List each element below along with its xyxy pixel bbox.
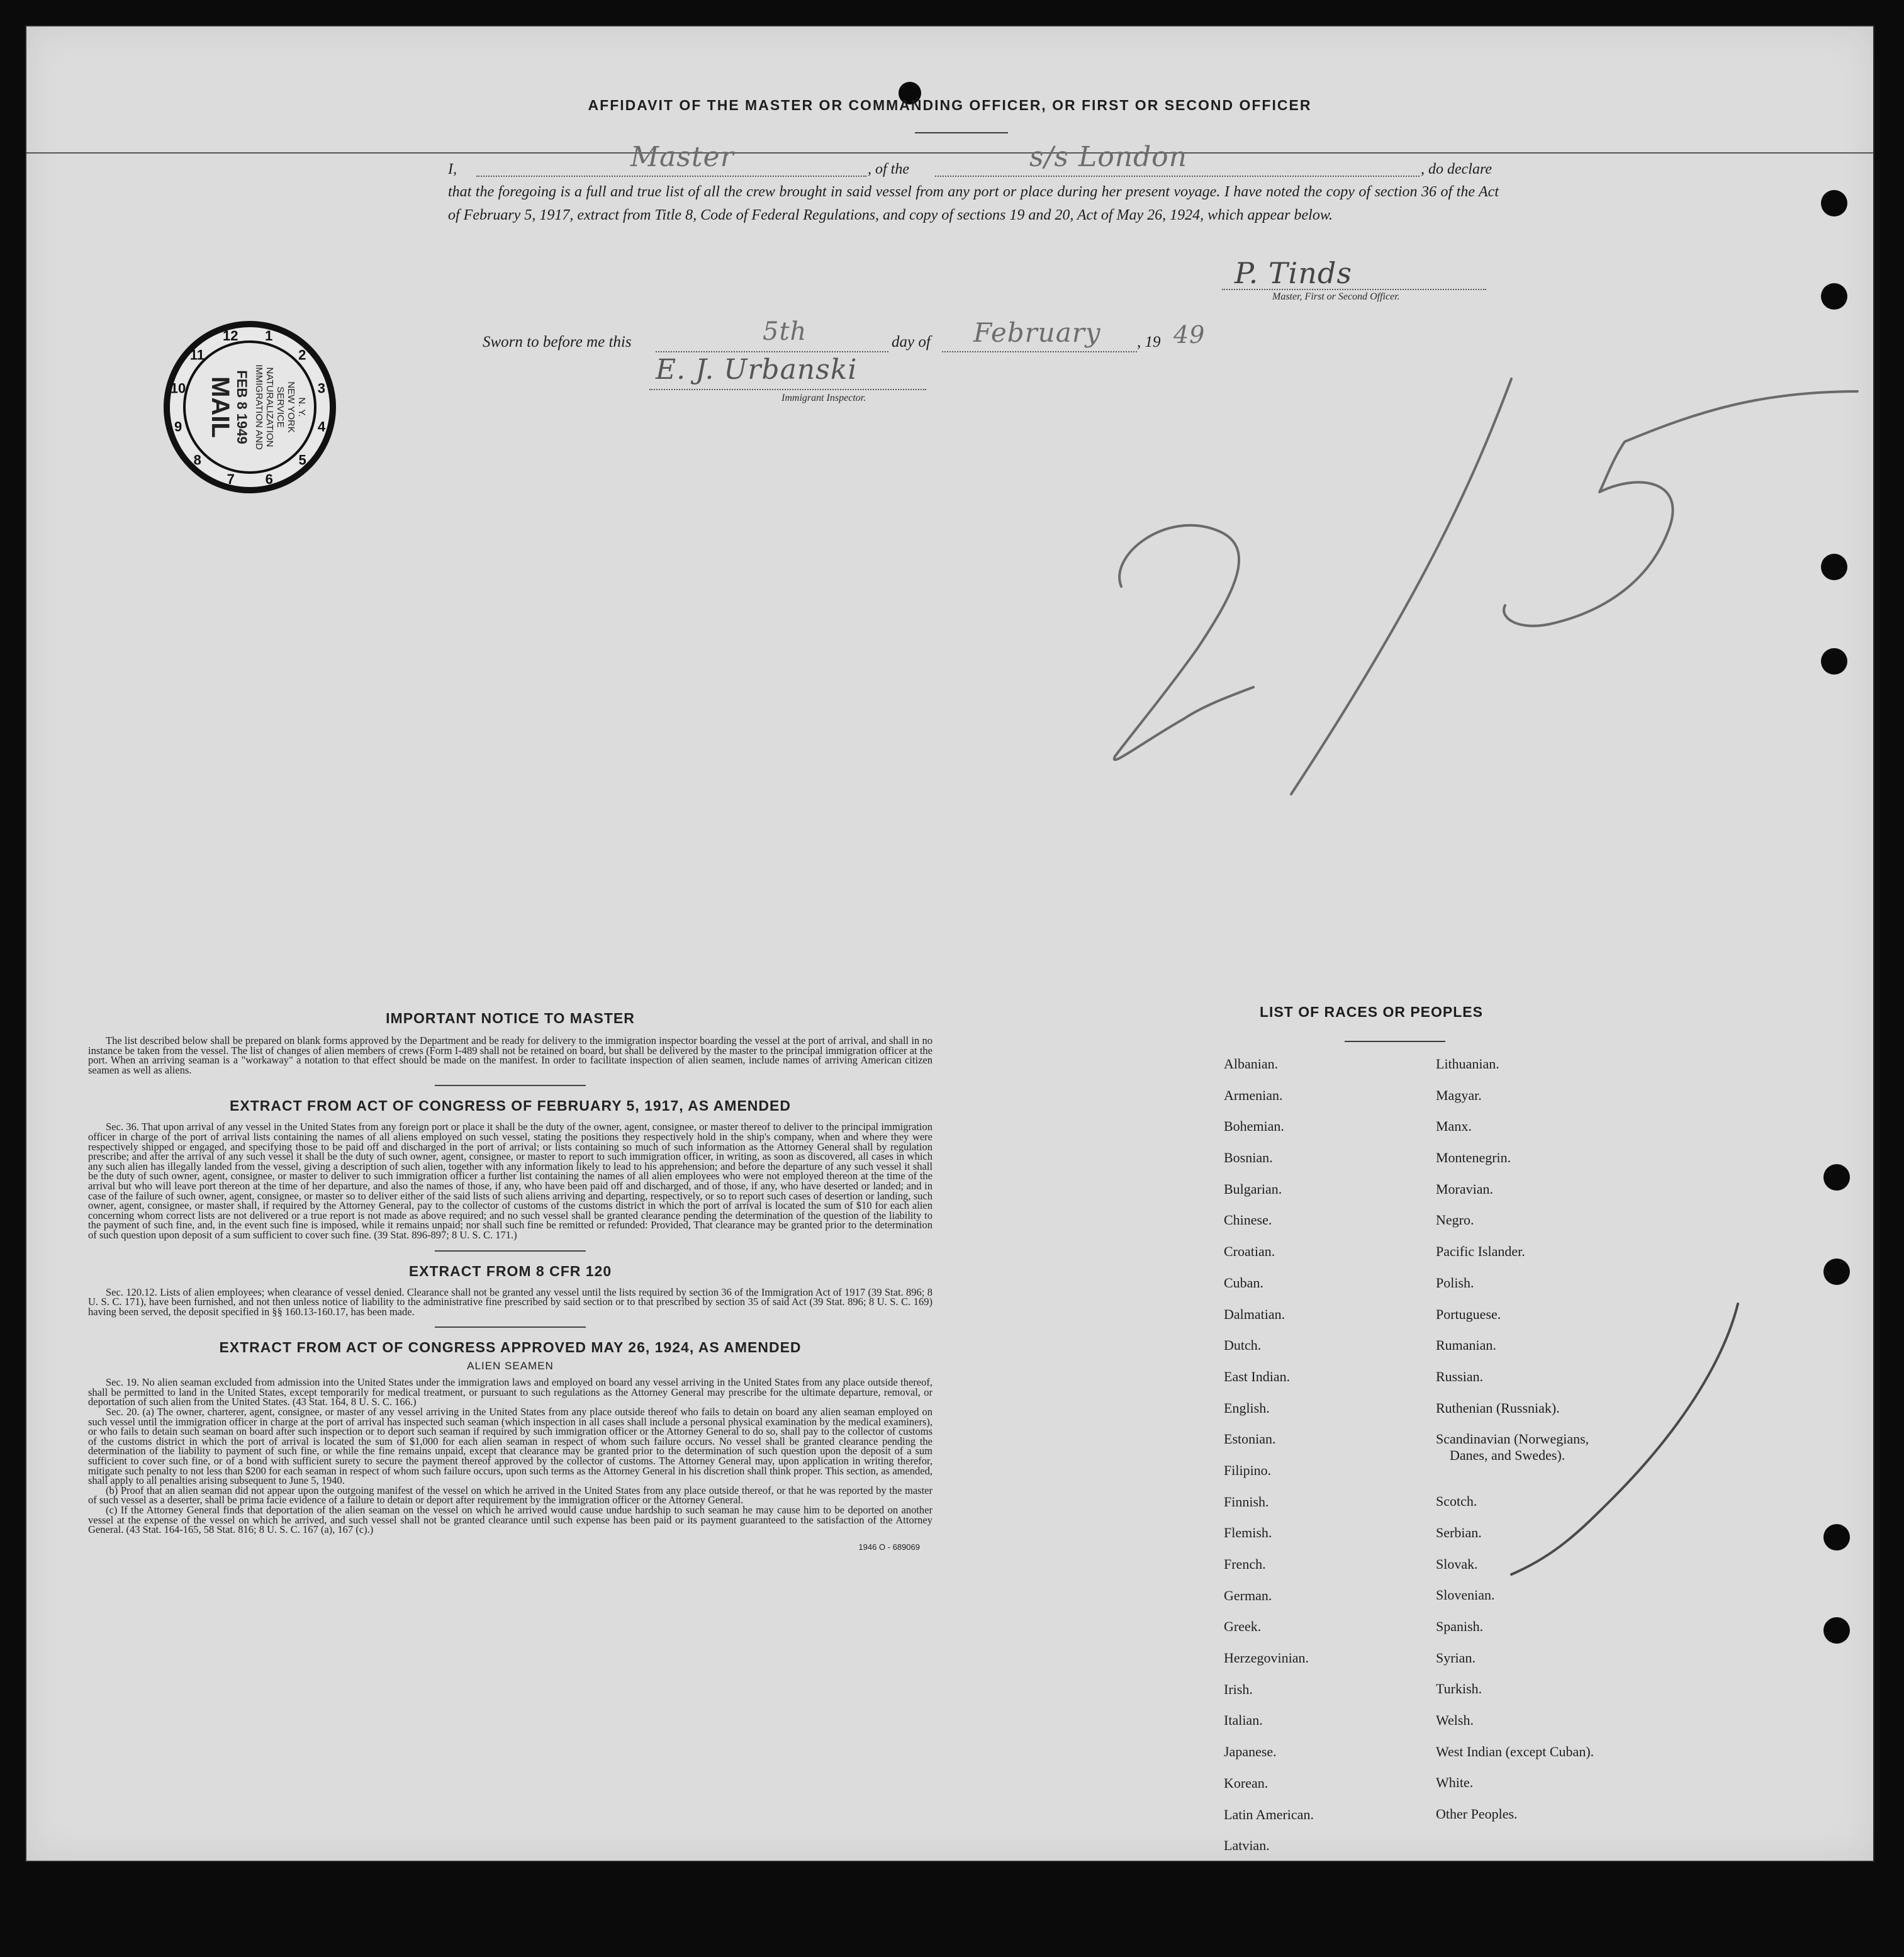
stamp-line: NEW YORK bbox=[286, 381, 296, 433]
race-item: Ruthenian (Russniak). bbox=[1436, 1399, 1560, 1416]
inspector-line bbox=[649, 389, 926, 390]
day-fill-line bbox=[656, 317, 888, 352]
race-item: Bulgarian. bbox=[1224, 1180, 1282, 1197]
stamp-ring-number: 7 bbox=[227, 471, 235, 487]
extract-1917-text: Sec. 36. That upon arrival of any vessel in the United States from any foreign port or place it shall be the duty of the owner, agent, consignee, or master thereof to deliver to the principal immigration officer in charge of the port of arrival lists containing the names of all aliens employed on such vessel, stating the positions they respectively hold in the ship's company, when and where they were respectively shipped or engaged, and specifying those to be paid off and discharged in the port of arrival; or lists containing so much of such information as the Attorney General shall by regulation prescribe; and after the arrival of any such vessel it shall be the duty of such owner, agent, consignee, or master to report to such immigration officer, in writing, as soon as discovered, all cases in which any such alien has illegally landed from the vessel, giving a description of such alien, together with any information likely to lead to his apprehension; and before the departure of any such vessel it shall be the duty of such owner, agent, consignee, or master to deliver to such immigration officer a further list containing the names of all alien employees who were not employed thereon at the time of the arrival but who will leave port thereon at the time of her departure, and also the names of those, if any, who have been paid off and discharged, and of those, if any, who have deserted or landed; and in case of the failure of such owner, agent, consignee, or master so to deliver either of the said lists of such aliens arriving and departing, respectively, or so to report such cases of desertion or landing, such owner, agent, consignee, or master shall, if required by the Attorney General, pay to the collector of customs of the customs district in which the port of arrival is located the sum of $10 for each alien concerning whom correct lists are not delivered or a true report is not made as above required; and no such vessel shall be granted clearance pending the determination of the question of the liability to the payment of such fine, and, in the event such fine is imposed, while it remains unpaid; nor shall such fine be remitted or refunded: Provided, That clearance may be granted prior to the determination of such question upon deposit of a sum sufficient to cover such fine. (39 Stat. 896-897; 8 U. S. C. 171.) bbox=[88, 1121, 932, 1241]
stamp-ring-number: 2 bbox=[298, 347, 306, 363]
race-item: Russian. bbox=[1436, 1368, 1484, 1384]
race-item: Dutch. bbox=[1224, 1337, 1262, 1354]
race-item: Greek. bbox=[1224, 1618, 1262, 1635]
immigration-mail-stamp bbox=[162, 319, 338, 495]
signature-line bbox=[1222, 289, 1486, 290]
race-item: Welsh. bbox=[1436, 1712, 1474, 1729]
race-item: Turkish. bbox=[1436, 1681, 1482, 1697]
stamp-ring-number: 4 bbox=[317, 418, 326, 435]
stamp-line: N. Y. bbox=[296, 397, 307, 417]
day-handwritten: 5th bbox=[763, 317, 807, 346]
day-of-label: day of bbox=[892, 334, 931, 350]
race-item: Scandinavian (Norwegians, bbox=[1436, 1431, 1589, 1447]
race-item: Latin American. bbox=[1224, 1806, 1314, 1822]
race-item: West Indian (except Cuban). bbox=[1436, 1743, 1594, 1759]
master-signature-block bbox=[1222, 256, 1499, 306]
of-the-label: , of the bbox=[868, 161, 909, 177]
important-notice-title: IMPORTANT NOTICE TO MASTER bbox=[386, 1010, 635, 1026]
races-right-column bbox=[1436, 1056, 1594, 1837]
race-item: Magyar. bbox=[1436, 1087, 1482, 1103]
stamp-ring-number: 3 bbox=[317, 380, 326, 396]
declaration-first-line bbox=[448, 141, 1499, 181]
race-item: Portuguese. bbox=[1436, 1306, 1501, 1322]
race-item: Filipino. bbox=[1224, 1462, 1272, 1478]
extract-1924-sec20a: Sec. 20. (a) The owner, charterer, agent, consignee, or master of any vessel arriving in the United States from any place outside thereof who fails to detain on board any alien seaman employed on such vessel until the immigration officer in charge at the port of arrival has inspected such seaman (which inspection in all cases shall include a personal physical examination by the medical examiners), or who fails to detain such seaman on board after such inspection or to deport such seaman if required by such immigration officer or the Attorney General to do so, shall pay to the collector of customs of the customs district in which the port of arrival is located the sum of $1,000 for each alien seaman in respect of whom such failure occurs. No vessel shall be granted clearance pending the determination of the liability to payment of such fine, or while the fine remains unpaid, except that clearance may be granted prior to the determination of such question upon the deposit of a sum sufficient to cover such fine, or of a bond with sufficient surety to secure the payment thereof approved by the collector of customs. The Attorney General may, upon application in writing therefor, mitigate such penalty to not less than $200 for each seaman in respect of whom such failure occurs, upon such terms as the Attorney General in his discretion shall think proper. This section, as amended, shall apply to all penalties arising subsequent to June 5, 1940. bbox=[88, 1406, 932, 1487]
extract-1917-title: EXTRACT FROM ACT OF CONGRESS OF FEBRUARY 5, 1917, AS AMENDED bbox=[230, 1097, 791, 1114]
title-underline bbox=[915, 132, 1008, 133]
master-signature: P. Tinds bbox=[1235, 256, 1352, 290]
divider bbox=[435, 1250, 586, 1252]
race-item: English. bbox=[1224, 1399, 1270, 1416]
race-item: Finnish. bbox=[1224, 1493, 1269, 1510]
punch-hole bbox=[1823, 1617, 1850, 1644]
year-prefix: , 19 bbox=[1137, 334, 1161, 350]
race-item: Slovenian. bbox=[1436, 1587, 1495, 1603]
declaration-i-label: I, bbox=[448, 161, 457, 177]
sworn-label: Sworn to before me this bbox=[483, 334, 632, 350]
month-fill-line bbox=[942, 317, 1137, 352]
stamp-line: NATURALIZATION bbox=[264, 367, 275, 447]
important-notice-text: The list described below shall be prepared on blank forms approved by the Department and be ready for delivery to the immigration inspector boarding the vessel at the port of arrival, and shall in no instance be taken from the vessel. The list of changes of alien members of crews (Form I-489 shall not be retained on board, but shall be delivered by the master to the principal immigration officer at the port. When an arriving seaman is a "workaway" a notation to that effect should be made on the manifest. In order to facilitate inspection of alien seamen, include names of arriving American citizen seamen as well as aliens. bbox=[88, 1035, 932, 1076]
stamp-line: SERVICE bbox=[275, 386, 286, 428]
race-item: Negro. bbox=[1436, 1212, 1474, 1228]
stamp-line: IMMIGRATION AND bbox=[254, 364, 264, 450]
master-fill-line bbox=[476, 141, 866, 177]
race-item: Rumanian. bbox=[1436, 1337, 1496, 1354]
race-item: Bohemian. bbox=[1224, 1118, 1284, 1135]
inspector-caption: Immigrant Inspector. bbox=[781, 393, 866, 403]
inspector-signature-block bbox=[649, 354, 939, 413]
race-item: Montenegrin. bbox=[1436, 1150, 1511, 1166]
affidavit-page bbox=[25, 25, 1874, 1862]
race-item: Scotch. bbox=[1436, 1493, 1477, 1510]
page-title: AFFIDAVIT OF THE MASTER OR COMMANDING OFFICER, OR FIRST OR SECOND OFFICER bbox=[588, 97, 1312, 113]
master-handwritten: Master bbox=[630, 141, 734, 173]
race-item: French. bbox=[1224, 1556, 1266, 1572]
handwritten-page-number bbox=[1071, 354, 1864, 807]
race-item: Italian. bbox=[1224, 1712, 1263, 1729]
race-item: Syrian. bbox=[1436, 1649, 1476, 1666]
race-item: Chinese. bbox=[1224, 1212, 1272, 1228]
stamp-ring-number: 6 bbox=[265, 471, 273, 487]
race-item: German. bbox=[1224, 1587, 1272, 1603]
inspector-signature: E. J. Urbanski bbox=[656, 354, 858, 386]
race-item: Armenian. bbox=[1224, 1087, 1283, 1103]
race-item: Other Peoples. bbox=[1436, 1806, 1518, 1822]
race-item: Croatian. bbox=[1224, 1243, 1275, 1260]
races-list-title: LIST OF RACES OR PEOPLES bbox=[1260, 1004, 1483, 1020]
race-item: East Indian. bbox=[1224, 1368, 1291, 1384]
do-declare-label: , do declare bbox=[1421, 161, 1492, 177]
race-item: Polish. bbox=[1436, 1274, 1474, 1291]
punch-hole bbox=[1823, 1259, 1850, 1285]
vessel-handwritten: s/s London bbox=[1029, 141, 1188, 173]
stamp-ring-number: 1 bbox=[265, 328, 273, 344]
race-item: Estonian. bbox=[1224, 1431, 1276, 1447]
stamp-date: FEB 8 1949 bbox=[234, 370, 250, 444]
notice-important bbox=[88, 1010, 932, 1552]
race-item: Manx. bbox=[1436, 1118, 1472, 1135]
race-item: White. bbox=[1436, 1775, 1474, 1791]
race-item: Albanian. bbox=[1224, 1056, 1279, 1072]
stamp-ring-number: 12 bbox=[223, 328, 238, 344]
punch-hole bbox=[1821, 190, 1847, 216]
race-item: Latvian. bbox=[1224, 1837, 1270, 1854]
extract-cfr-text: Sec. 120.12. Lists of alien employees; when clearance of vessel denied. Clearance shall not be granted any vessel until the lists required by section 36 of the Immigration Act of 1917 (39 Stat. 896; 8 U. S. C. 171), have been furnished, and not then unless notice of liability to the administrative fine prescribed by said section or to that prescribed by section 35 of said Act (39 Stat. 896; 8 U. S. C. 169) having been served, the deposit specified in §§ 160.13-160.17, has been made. bbox=[88, 1286, 932, 1318]
vessel-fill-line bbox=[935, 141, 1420, 177]
stamp-ring-number: 8 bbox=[193, 452, 201, 468]
punch-hole bbox=[1821, 283, 1847, 310]
race-item: Moravian. bbox=[1436, 1180, 1494, 1197]
race-item: Danes, and Swedes). bbox=[1450, 1447, 1565, 1464]
races-left-column bbox=[1224, 1056, 1314, 1869]
month-handwritten: February bbox=[973, 317, 1101, 348]
stamp-mail: MAIL bbox=[206, 376, 234, 438]
race-item: Herzegovinian. bbox=[1224, 1650, 1309, 1666]
race-item: Lithuanian. bbox=[1436, 1056, 1499, 1072]
race-item: Flemish. bbox=[1224, 1525, 1272, 1541]
extract-1924-sec20b: (b) Proof that an alien seaman did not appear upon the outgoing manifest of the vessel on which he arrived in the United States from any place outside thereof, or that he was reported by the master of such vessel as a deserter, shall be prima facie evidence of a failure to detain or deport after requirement by the immigration officer or the Attorney General. bbox=[88, 1484, 932, 1506]
races-title-underline bbox=[1345, 1041, 1445, 1042]
stamp-ring-number: 10 bbox=[170, 380, 186, 396]
extract-1924-title: EXTRACT FROM ACT OF CONGRESS APPROVED MAY 26, 1924, AS AMENDED bbox=[219, 1339, 802, 1356]
race-item: Serbian. bbox=[1436, 1524, 1482, 1540]
declaration-body: that the foregoing is a full and true list of all the crew brought in said vessel from any port or place during her present voyage. I have noted the copy of section 36 of the Act of February 5, 1917, extract from Title 8, Code of Federal Regulations, and copy of sections 19 and 20, Act of May 26, 1924, which appear below. bbox=[448, 184, 1499, 223]
declaration-block bbox=[448, 141, 1499, 227]
extract-cfr-title: EXTRACT FROM 8 CFR 120 bbox=[408, 1262, 612, 1279]
race-item: Slovak. bbox=[1436, 1556, 1478, 1572]
stamp-ring-number: 5 bbox=[298, 452, 306, 468]
divider bbox=[435, 1326, 586, 1328]
race-item: Pacific Islander. bbox=[1436, 1243, 1525, 1260]
signature-caption: Master, First or Second Officer. bbox=[1272, 291, 1400, 302]
race-item: Bosnian. bbox=[1224, 1150, 1273, 1166]
race-item: Dalmatian. bbox=[1224, 1306, 1285, 1322]
punch-hole bbox=[1823, 1164, 1850, 1191]
divider bbox=[435, 1085, 586, 1086]
stamp-ring-number: 9 bbox=[174, 418, 182, 435]
alien-seamen-subtitle: ALIEN SEAMEN bbox=[467, 1360, 554, 1372]
header-divider bbox=[26, 152, 1873, 154]
race-item: Cuban. bbox=[1224, 1274, 1263, 1291]
punch-hole bbox=[1823, 1524, 1850, 1550]
print-code: 1946 O - 689069 bbox=[858, 1542, 920, 1552]
race-item: Spanish. bbox=[1436, 1618, 1484, 1634]
race-item: Japanese. bbox=[1224, 1744, 1277, 1760]
stamp-ring-number: 11 bbox=[189, 347, 205, 363]
race-item: Irish. bbox=[1224, 1681, 1253, 1697]
extract-1924-sec19: Sec. 19. No alien seaman excluded from admission into the United States under the immigration laws and employed on board any vessel arriving in the United States from any place outside thereof, shall be permitted to land in the United States, except temporarily for medical treatment, or pursuant to such regulations as the Attorney General may prescribe for the ultimate departure, removal, or deportation of such alien from the United States. (43 Stat. 164, 8 U. S. C. 166.) bbox=[88, 1376, 932, 1408]
year-handwritten: 49 bbox=[1173, 321, 1206, 349]
extract-1924-sec20c: (c) If the Attorney General finds that deportation of the alien seaman on the vessel on which he arrived would cause undue hardship to such seaman he may cause him to be deported on another vessel at the expense of the vessel on which he arrived, and such vessel shall not be granted clearance until such expense has been paid or its payment guaranteed to the satisfaction of the Attorney General. (43 Stat. 164-165, 58 Stat. 816; 8 U. S. C. 167 (a), 167 (c).) bbox=[88, 1504, 932, 1536]
race-item: Korean. bbox=[1224, 1775, 1268, 1791]
